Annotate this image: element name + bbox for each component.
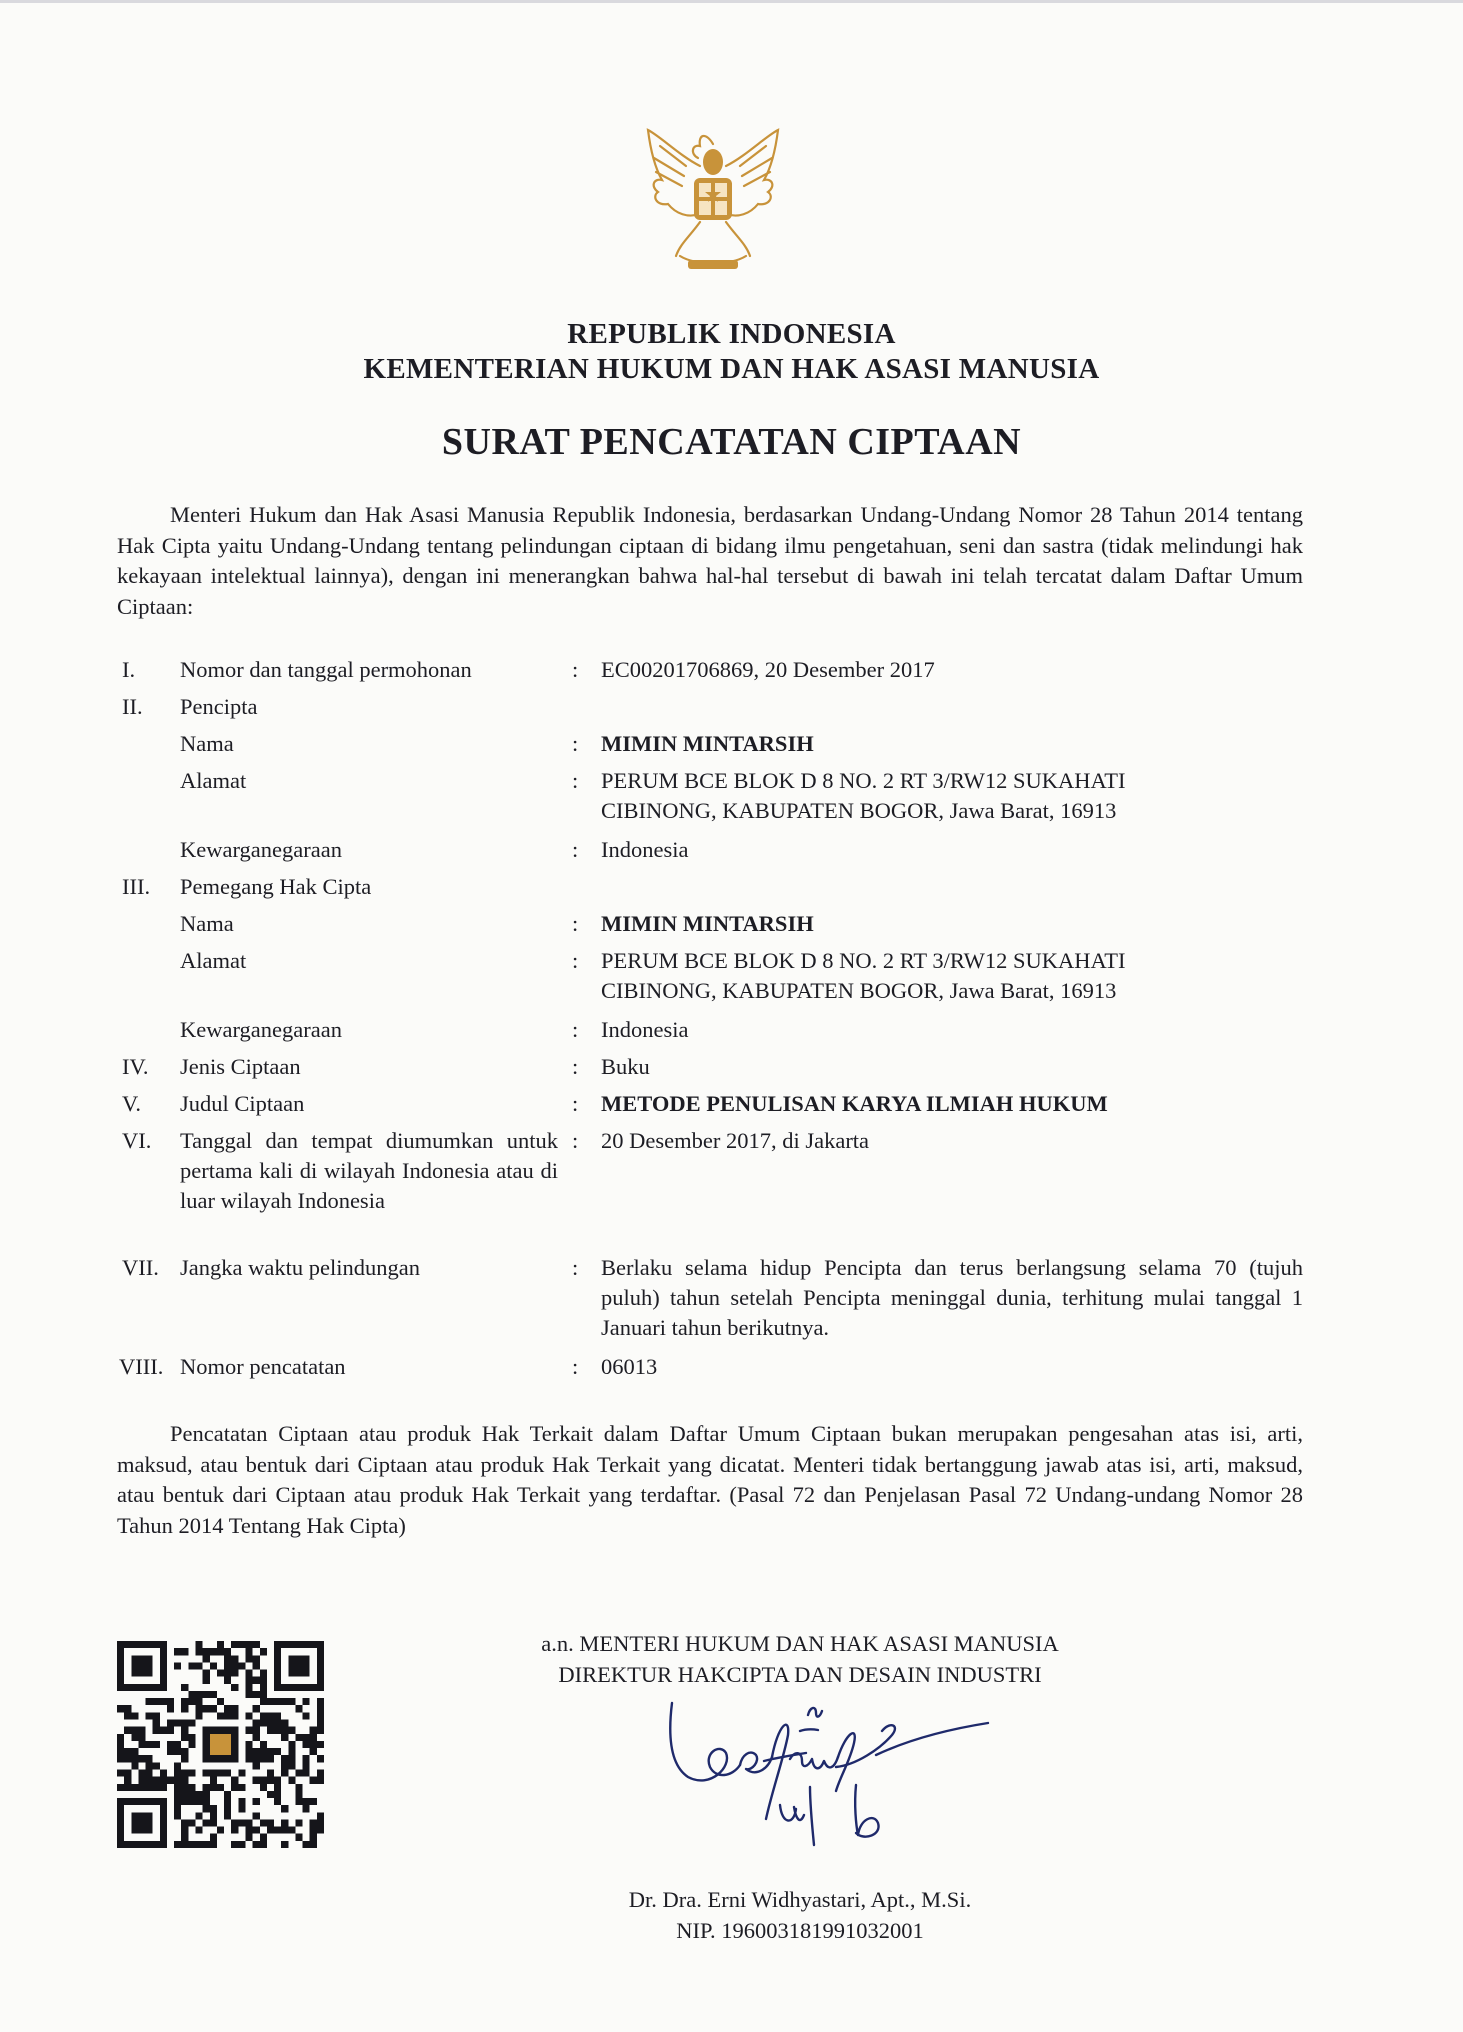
on-behalf-line: a.n. MENTERI HUKUM DAN HAK ASASI MANUSIA bbox=[541, 1631, 1059, 1656]
field-colon: : bbox=[572, 1017, 579, 1042]
field-label: Jenis Ciptaan bbox=[180, 1054, 301, 1079]
signature-icon bbox=[660, 1695, 1000, 1855]
field-value: CIBINONG, KABUPATEN BOGOR, Jawa Barat, 16913 bbox=[601, 798, 1117, 823]
position-line: DIREKTUR HAKCIPTA DAN DESAIN INDUSTRI bbox=[558, 1662, 1042, 1687]
field-label: Kewarganegaraan bbox=[180, 1017, 342, 1042]
signatory-name-block bbox=[480, 1884, 1120, 1946]
page-top-border bbox=[0, 0, 1463, 3]
field-value: MIMIN MINTARSIH bbox=[601, 911, 814, 936]
field-label: Pemegang Hak Cipta bbox=[180, 874, 372, 899]
field-label: Nomor pencatatan bbox=[180, 1354, 346, 1379]
signatory-nip: NIP. 196003181991032001 bbox=[676, 1918, 924, 1943]
field-number: VIII. bbox=[119, 1354, 164, 1379]
field-label: Jangka waktu pelindungan bbox=[180, 1255, 420, 1280]
field-value: Berlaku selama hidup Pencipta dan terus berlangsung selama 70 (tujuh puluh) tahun setelah Pencipta meninggal dunia, terhitung mulai tanggal 1 Januari tahun berikutnya. bbox=[601, 1255, 1303, 1340]
field-value: PERUM BCE BLOK D 8 NO. 2 RT 3/RW12 SUKAHATI bbox=[601, 948, 1126, 973]
field-label: Tanggal dan tempat diumumkan untuk pertama kali di wilayah Indonesia atau di luar wilayah Indonesia bbox=[180, 1128, 558, 1213]
qr-code-icon[interactable] bbox=[117, 1641, 324, 1848]
field-number: VI. bbox=[122, 1128, 152, 1153]
ministry-heading: KEMENTERIAN HUKUM DAN HAK ASASI MANUSIA bbox=[363, 353, 1100, 385]
field-label: Nama bbox=[180, 911, 234, 936]
field-label: Nomor dan tanggal permohonan bbox=[180, 657, 472, 682]
intro-paragraph: Menteri Hukum dan Hak Asasi Manusia Republik Indonesia, berdasarkan Undang-Undang Nomor 28 Tahun 2014 tentang Hak Cipta yaitu Undang-Undang tentang pelindungan ciptaan di bidang ilmu pengetahuan, seni dan sastra (tidak melindungi hak kekayaan intelektual lainnya), dengan ini menerangkan bahwa hal-hal tersebut di bawah ini telah tercatat dalam Daftar Umum Ciptaan: bbox=[117, 502, 1303, 619]
field-value: METODE PENULISAN KARYA ILMIAH HUKUM bbox=[601, 1091, 1108, 1116]
field-colon: : bbox=[572, 1054, 579, 1079]
field-colon: : bbox=[572, 1255, 579, 1280]
field-label: Judul Ciptaan bbox=[180, 1091, 305, 1116]
field-value: EC00201706869, 20 Desember 2017 bbox=[601, 657, 935, 682]
field-colon: : bbox=[572, 657, 579, 682]
field-colon: : bbox=[572, 948, 579, 973]
field-label: Alamat bbox=[180, 768, 247, 793]
field-number: VII. bbox=[122, 1255, 159, 1280]
field-label: Pencipta bbox=[180, 694, 258, 719]
field-label: Kewarganegaraan bbox=[180, 837, 342, 862]
country-heading: REPUBLIK INDONESIA bbox=[567, 318, 896, 350]
field-colon: : bbox=[572, 911, 579, 936]
field-colon: : bbox=[572, 731, 579, 756]
field-colon: : bbox=[572, 1091, 579, 1116]
field-value: CIBINONG, KABUPATEN BOGOR, Jawa Barat, 16913 bbox=[601, 978, 1117, 1003]
field-value: 06013 bbox=[601, 1354, 658, 1379]
field-value: Indonesia bbox=[601, 1017, 689, 1042]
field-value: 20 Desember 2017, di Jakarta bbox=[601, 1128, 870, 1153]
signatory-title-block bbox=[480, 1628, 1120, 1690]
field-number: V. bbox=[122, 1091, 141, 1116]
field-colon: : bbox=[572, 1354, 579, 1379]
field-number: IV. bbox=[122, 1054, 149, 1079]
field-value: PERUM BCE BLOK D 8 NO. 2 RT 3/RW12 SUKAHATI bbox=[601, 768, 1126, 793]
field-number: II. bbox=[122, 694, 143, 719]
field-colon: : bbox=[572, 768, 579, 793]
field-label: Alamat bbox=[180, 948, 247, 973]
document-title: SURAT PENCATATAN CIPTAAN bbox=[441, 421, 1022, 463]
field-value: Buku bbox=[601, 1054, 650, 1079]
field-label: Nama bbox=[180, 731, 234, 756]
garuda-emblem-icon bbox=[640, 126, 786, 274]
disclaimer-paragraph: Pencatatan Ciptaan atau produk Hak Terkait dalam Daftar Umum Ciptaan bukan merupakan pengesahan atas isi, arti, maksud, atau bentuk dari Ciptaan atau produk Hak Terkait yang dicatat. Menteri tidak bertanggung jawab atas isi, arti, maksud, atau bentuk dari Ciptaan atau produk Hak Terkait yang terdaftar. (Pasal 72 dan Penjelasan Pasal 72 Undang-undang Nomor 28 Tahun 2014 Tentang Hak Cipta) bbox=[117, 1421, 1303, 1538]
field-value: Indonesia bbox=[601, 837, 689, 862]
field-number: III. bbox=[122, 874, 151, 899]
field-number: I. bbox=[122, 657, 136, 682]
field-colon: : bbox=[572, 1128, 579, 1153]
signatory-name: Dr. Dra. Erni Widhyastari, Apt., M.Si. bbox=[628, 1887, 972, 1912]
field-colon: : bbox=[572, 837, 579, 862]
field-value: MIMIN MINTARSIH bbox=[601, 731, 814, 756]
